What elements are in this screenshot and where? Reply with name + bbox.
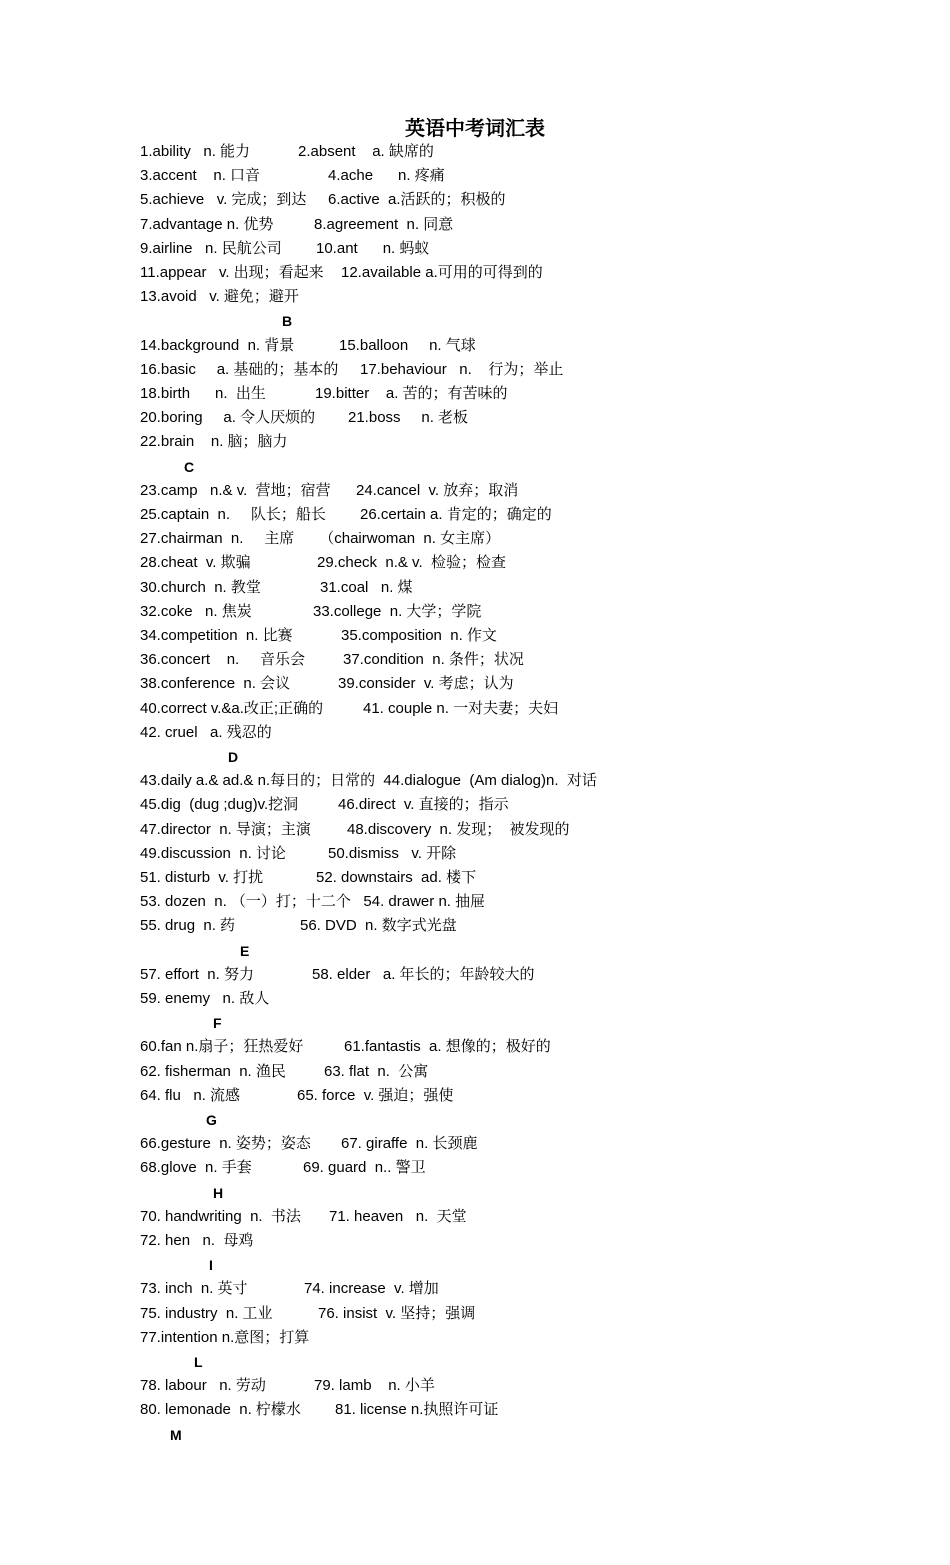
vocab-row bbox=[140, 914, 457, 938]
section-letter: G bbox=[206, 1112, 217, 1128]
vocab-row bbox=[140, 1374, 435, 1398]
vocab-entry: 81. license n.执照许可证 bbox=[335, 1401, 499, 1419]
vocab-row bbox=[140, 818, 570, 842]
vocab-entry: 61.fantastis a. 想像的；极好的 bbox=[344, 1038, 551, 1056]
vocab-entry: 16.basic a. 基础的；基本的 bbox=[140, 360, 339, 378]
section-letter: C bbox=[184, 458, 195, 475]
vocab-row bbox=[140, 1229, 253, 1253]
vocab-entry: 20.boring a. 令人厌烦的 bbox=[140, 409, 316, 427]
vocab-row bbox=[140, 672, 514, 696]
vocab-entry: 74. increase v. 增加 bbox=[304, 1280, 439, 1298]
vocab-entry: 6.active a.活跃的；积极的 bbox=[328, 191, 506, 209]
vocab-entry: 21.boss n. 老板 bbox=[348, 409, 469, 427]
vocab-row bbox=[140, 285, 299, 309]
section-letter: B bbox=[282, 313, 293, 330]
vocab-row bbox=[140, 1132, 478, 1156]
vocab-entry: 40.correct v.&a.改正;正确的 bbox=[140, 699, 324, 717]
vocab-entry: 46.direct v. 直接的；指示 bbox=[338, 796, 509, 814]
vocab-row bbox=[140, 188, 506, 212]
vocab-entry: 30.church n. 教堂 bbox=[140, 578, 261, 596]
vocab-row bbox=[140, 1084, 454, 1108]
vocab-row bbox=[140, 842, 457, 866]
vocab-row bbox=[140, 1035, 551, 1059]
vocab-entry: 27.chairman n. 主席 （chairwoman n. 女主席） bbox=[140, 530, 501, 548]
vocab-row bbox=[140, 793, 509, 817]
vocab-entry: 3.accent n. 口音 bbox=[140, 167, 261, 185]
vocab-entry: 8.agreement n. 同意 bbox=[314, 215, 454, 233]
vocab-row bbox=[140, 769, 597, 793]
vocab-entry: 76. insist v. 坚持；强调 bbox=[318, 1304, 476, 1322]
vocab-row bbox=[140, 1326, 309, 1350]
vocab-entry: 38.conference n. 会议 bbox=[140, 675, 291, 693]
vocab-entry: 41. couple n. 一对夫妻；夫妇 bbox=[363, 699, 559, 717]
vocab-row bbox=[140, 1205, 467, 1229]
vocab-entry: 62. fisherman n. 渔民 bbox=[140, 1062, 286, 1080]
vocab-entry: 9.airline n. 民航公司 bbox=[140, 239, 282, 257]
section-letter: H bbox=[213, 1184, 224, 1201]
title-text: 英语中考词汇表 bbox=[405, 116, 545, 140]
vocab-entry: 26.certain a. 肯定的；确定的 bbox=[360, 506, 552, 523]
vocab-row bbox=[140, 697, 559, 721]
vocab-entry: 51. disturb v. 打扰 bbox=[140, 869, 264, 886]
vocab-entry: 73. inch n. 英寸 bbox=[140, 1280, 248, 1298]
vocab-entry: 35.composition n. 作文 bbox=[341, 627, 497, 644]
vocab-row bbox=[140, 551, 506, 575]
vocab-entry: 2.absent a. 缺席的 bbox=[298, 143, 434, 160]
vocab-row bbox=[140, 479, 519, 503]
vocab-row bbox=[140, 1060, 429, 1084]
section-letter: M bbox=[170, 1426, 182, 1443]
section-letter: D bbox=[228, 749, 239, 765]
vocab-row bbox=[140, 430, 288, 454]
vocab-row bbox=[140, 164, 445, 188]
vocab-entry: 59. enemy n. 敌人 bbox=[140, 990, 270, 1007]
vocab-entry: 18.birth n. 出生 bbox=[140, 385, 266, 402]
vocab-entry: 64. flu n. 流感 bbox=[140, 1086, 241, 1104]
vocab-entry: 29.check n.& v. 检验；检查 bbox=[317, 554, 506, 572]
vocab-entry: 42. cruel a. 残忍的 bbox=[140, 723, 272, 741]
vocab-entry: 63. flat n. 公寓 bbox=[324, 1062, 429, 1080]
vocab-entry: 22.brain n. 脑；脑力 bbox=[140, 433, 288, 451]
vocab-row bbox=[140, 213, 454, 237]
vocab-entry: 23.camp n.& v. 营地；宿营 bbox=[140, 481, 331, 499]
vocab-entry: 24.cancel v. 放弃；取消 bbox=[356, 481, 519, 499]
vocab-entry: 50.dismiss v. 开除 bbox=[328, 844, 457, 862]
vocab-row bbox=[140, 1277, 439, 1301]
vocab-entry: 32.coke n. 焦炭 bbox=[140, 602, 252, 620]
section-letter: F bbox=[213, 1015, 222, 1032]
vocab-row bbox=[140, 140, 434, 164]
section-letter: E bbox=[240, 942, 250, 959]
vocab-entry: 34.competition n. 比赛 bbox=[140, 627, 293, 644]
vocab-entry: 52. downstairs ad. 楼下 bbox=[316, 869, 477, 886]
vocab-entry: 79. lamb n. 小羊 bbox=[314, 1377, 435, 1395]
vocab-entry: 7.advantage n. 优势 bbox=[140, 215, 274, 233]
document-title bbox=[0, 114, 950, 142]
vocab-entry: 4.ache n. 疼痛 bbox=[328, 167, 445, 185]
vocab-entry: 1.ability n. 能力 bbox=[140, 143, 251, 160]
vocab-row bbox=[140, 648, 524, 672]
vocab-entry: 58. elder a. 年长的；年龄较大的 bbox=[312, 965, 535, 983]
vocab-entry: 72. hen n. 母鸡 bbox=[140, 1232, 254, 1249]
vocab-entry: 17.behaviour n. 行为；举止 bbox=[360, 360, 564, 378]
vocab-row bbox=[140, 866, 477, 890]
vocab-row bbox=[140, 721, 272, 745]
vocab-row bbox=[140, 503, 552, 527]
vocab-entry: 47.director n. 导演；主演 bbox=[140, 820, 311, 838]
vocab-entry: 31.coal n. 煤 bbox=[320, 578, 413, 596]
vocab-entry: 36.concert n. 音乐会 bbox=[140, 651, 306, 669]
vocab-entry: 57. effort n. 努力 bbox=[140, 965, 254, 983]
vocab-row bbox=[140, 334, 476, 358]
vocab-entry: 5.achieve v. 完成；到达 bbox=[140, 191, 307, 209]
vocab-entry: 10.ant n. 蚂蚁 bbox=[316, 239, 430, 257]
vocab-entry: 75. industry n. 工业 bbox=[140, 1304, 273, 1322]
vocab-row bbox=[140, 1398, 499, 1422]
vocab-entry: 55. drug n. 药 bbox=[140, 917, 236, 935]
vocab-entry: 19.bitter a. 苦的；有苦味的 bbox=[315, 385, 508, 402]
vocab-row bbox=[140, 987, 269, 1011]
vocab-row bbox=[140, 890, 485, 914]
vocab-entry: 45.dig (dug ;dug)v.挖洞 bbox=[140, 796, 299, 814]
vocab-entry: 25.captain n. 队长；船长 bbox=[140, 506, 326, 523]
vocab-entry: 56. DVD n. 数字式光盘 bbox=[300, 917, 457, 935]
vocab-row bbox=[140, 382, 508, 406]
vocab-entry: 65. force v. 强迫；强使 bbox=[297, 1086, 454, 1104]
vocab-entry: 12.available a.可用的可得到的 bbox=[341, 264, 543, 281]
vocab-entry: 70. handwriting n. 书法 bbox=[140, 1207, 301, 1225]
vocab-row bbox=[140, 1302, 476, 1326]
section-letter: L bbox=[194, 1354, 203, 1370]
vocab-entry: 68.glove n. 手套 bbox=[140, 1159, 252, 1177]
vocab-row bbox=[140, 237, 430, 261]
vocab-entry: 33.college n. 大学；学院 bbox=[313, 602, 482, 620]
vocab-row bbox=[140, 261, 543, 285]
vocab-entry: 28.cheat v. 欺骗 bbox=[140, 554, 251, 572]
vocab-row bbox=[140, 576, 413, 600]
vocab-entry: 43.daily a.& ad.& n.每日的；日常的 44.dialogue (Am dialog)n. 对话 bbox=[140, 772, 597, 790]
vocab-row bbox=[140, 406, 469, 430]
vocab-entry: 78. labour n. 劳动 bbox=[140, 1377, 266, 1395]
vocab-entry: 77.intention n.意图；打算 bbox=[140, 1328, 310, 1346]
vocab-row bbox=[140, 624, 497, 648]
vocab-entry: 66.gesture n. 姿势；姿态 bbox=[140, 1135, 311, 1153]
vocab-entry: 15.balloon n. 气球 bbox=[339, 336, 476, 354]
vocab-entry: 39.consider v. 考虑；认为 bbox=[338, 675, 514, 693]
section-letter: I bbox=[209, 1257, 213, 1274]
vocab-entry: 48.discovery n. 发现； 被发现的 bbox=[347, 820, 570, 838]
vocab-row bbox=[140, 600, 482, 624]
vocab-entry: 69. guard n.. 警卫 bbox=[303, 1159, 426, 1177]
vocab-entry: 60.fan n.扇子；狂热爱好 bbox=[140, 1038, 304, 1056]
vocab-entry: 53. dozen n. （一）打；十二个 54. drawer n. 抽屉 bbox=[140, 893, 486, 911]
vocab-row bbox=[140, 527, 500, 551]
vocab-entry: 14.background n. 背景 bbox=[140, 336, 295, 354]
vocab-entry: 49.discussion n. 讨论 bbox=[140, 844, 286, 862]
vocab-entry: 71. heaven n. 天堂 bbox=[329, 1207, 467, 1225]
vocab-entry: 13.avoid v. 避免；避开 bbox=[140, 288, 299, 306]
vocab-entry: 37.condition n. 条件；状况 bbox=[343, 651, 524, 669]
vocab-entry: 67. giraffe n. 长颈鹿 bbox=[341, 1135, 478, 1153]
vocab-entry: 11.appear v. 出现；看起来 bbox=[140, 264, 324, 281]
vocab-row bbox=[140, 358, 564, 382]
vocab-row bbox=[140, 963, 535, 987]
vocab-entry: 80. lemonade n. 柠檬水 bbox=[140, 1401, 301, 1419]
vocab-row bbox=[140, 1156, 426, 1180]
